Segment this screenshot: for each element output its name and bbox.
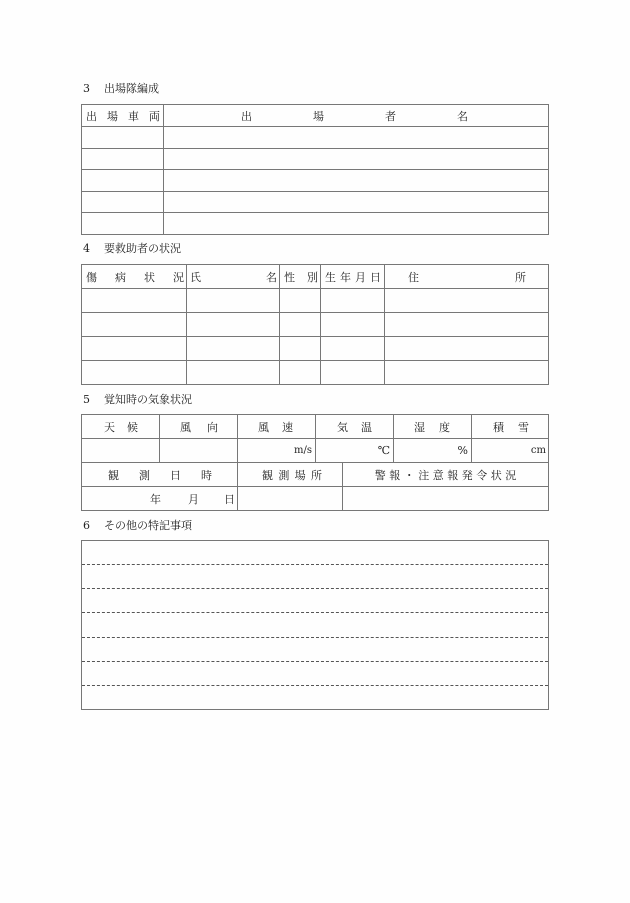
header-char: 氏 <box>190 270 201 284</box>
address-field-1[interactable] <box>385 289 548 312</box>
header-char: 病 <box>115 270 126 284</box>
header-date-of-birth <box>325 265 381 288</box>
header-char: 観 <box>108 468 119 482</box>
section-number: 6 <box>83 519 90 532</box>
humidity-field[interactable] <box>394 439 468 462</box>
dob-field-4[interactable] <box>321 361 384 384</box>
header-char: 両 <box>149 109 160 123</box>
header-char: 名 <box>457 109 468 123</box>
header-char: 積 <box>493 420 504 434</box>
dispatch-team-table <box>81 104 549 235</box>
header-char: 日 <box>170 468 181 482</box>
header-char: 傷 <box>86 270 97 284</box>
name-field-4[interactable] <box>187 361 279 384</box>
wind-speed-field[interactable] <box>238 439 312 462</box>
header-char: 住 <box>408 270 419 284</box>
ruled-line <box>82 588 548 589</box>
header-char: 候 <box>127 420 138 434</box>
header-char: 月 <box>355 270 366 284</box>
address-field-4[interactable] <box>385 361 548 384</box>
header-char: 湿 <box>414 420 425 434</box>
header-char: 風 <box>258 420 269 434</box>
personnel-field-2[interactable] <box>164 149 548 169</box>
ruled-line <box>82 612 548 613</box>
section-title: 覚知時の気象状況 <box>104 393 192 406</box>
section-number: 3 <box>83 82 90 95</box>
unit-label: m/s <box>294 445 312 456</box>
temperature-field[interactable] <box>316 439 390 462</box>
header-char: 別 <box>307 270 318 284</box>
personnel-field-4[interactable] <box>164 192 548 212</box>
weather-conditions-table <box>81 414 549 511</box>
header-char: 温 <box>361 420 372 434</box>
header-humidity <box>414 415 450 438</box>
ruled-line <box>82 637 548 638</box>
year-label: 年 <box>150 492 161 506</box>
header-wind-speed <box>258 415 293 438</box>
header-char: 場 <box>313 109 324 123</box>
sex-field-4[interactable] <box>280 361 320 384</box>
header-char: 速 <box>282 420 293 434</box>
header-snowfall <box>493 415 529 438</box>
header-observation-place <box>262 463 322 486</box>
unit-label: cm <box>530 445 546 456</box>
vehicle-field-3[interactable] <box>82 170 163 191</box>
injury-field-1[interactable] <box>82 289 186 312</box>
injury-field-2[interactable] <box>82 313 186 336</box>
header-char: 状 <box>144 270 155 284</box>
personnel-field-3[interactable] <box>164 170 548 191</box>
warnings-status-field[interactable] <box>343 487 548 510</box>
header-char: 場 <box>107 109 118 123</box>
header-char: 名 <box>266 270 277 284</box>
header-temperature <box>337 415 372 438</box>
header-text: 警 報 ・ 注 意 報 発 令 状 況 <box>374 468 517 482</box>
dob-field-2[interactable] <box>321 313 384 336</box>
unit-label: % <box>457 444 468 457</box>
observation-place-field[interactable] <box>238 487 342 510</box>
header-char: 度 <box>439 420 450 434</box>
header-char: 車 <box>128 109 139 123</box>
day-label: 日 <box>224 492 235 506</box>
wind-direction-field[interactable] <box>160 439 237 462</box>
header-char: 測 <box>278 468 290 482</box>
header-char: 測 <box>139 468 150 482</box>
header-char: 所 <box>310 468 322 482</box>
injury-field-3[interactable] <box>82 337 186 360</box>
weather-field[interactable] <box>82 439 159 462</box>
sex-field-1[interactable] <box>280 289 320 312</box>
section-title: 出場隊編成 <box>104 82 159 95</box>
address-field-2[interactable] <box>385 313 548 336</box>
header-char: 時 <box>201 468 212 482</box>
header-char: 場 <box>294 468 306 482</box>
ruled-line <box>82 685 548 686</box>
header-char: 生 <box>325 270 336 284</box>
unit-label: ℃ <box>377 444 390 457</box>
section-title: その他の特記事項 <box>104 519 192 532</box>
header-char: 性 <box>284 270 295 284</box>
header-wind-direction <box>180 415 218 438</box>
name-field-1[interactable] <box>187 289 279 312</box>
header-char: 出 <box>86 109 97 123</box>
personnel-field-1[interactable] <box>164 127 548 148</box>
header-char: 出 <box>241 109 252 123</box>
header-warnings-status <box>343 463 548 486</box>
header-dispatch-vehicle <box>86 105 160 126</box>
name-field-3[interactable] <box>187 337 279 360</box>
month-label: 月 <box>188 492 199 506</box>
header-char: 年 <box>340 270 351 284</box>
special-notes-box[interactable] <box>81 540 549 710</box>
header-char: 日 <box>370 270 381 284</box>
section-4-heading <box>83 242 181 256</box>
dob-field-3[interactable] <box>321 337 384 360</box>
sex-field-3[interactable] <box>280 337 320 360</box>
header-char: 所 <box>515 270 526 284</box>
section-3-heading <box>83 82 159 96</box>
name-field-2[interactable] <box>187 313 279 336</box>
section-title: 要救助者の状況 <box>104 242 181 255</box>
header-char: 風 <box>180 420 191 434</box>
header-dispatch-personnel <box>241 105 468 126</box>
address-field-3[interactable] <box>385 337 548 360</box>
rescue-subjects-table <box>81 264 549 385</box>
header-char: 天 <box>104 420 115 434</box>
section-6-heading <box>83 519 192 533</box>
header-char: 者 <box>385 109 396 123</box>
personnel-field-5[interactable] <box>164 213 548 234</box>
section-number: 4 <box>83 242 90 255</box>
sex-field-2[interactable] <box>280 313 320 336</box>
vehicle-field-5[interactable] <box>82 213 163 234</box>
observation-date-field[interactable] <box>82 487 237 510</box>
ruled-line <box>82 564 548 565</box>
header-char: 雪 <box>518 420 529 434</box>
vehicle-field-4[interactable] <box>82 192 163 212</box>
header-name <box>190 265 277 288</box>
vehicle-field-2[interactable] <box>82 149 163 169</box>
header-weather <box>104 415 138 438</box>
header-char: 気 <box>337 420 348 434</box>
section-5-heading <box>83 393 192 407</box>
header-char: 況 <box>173 270 184 284</box>
section-number: 5 <box>83 393 90 406</box>
header-sex <box>284 265 318 288</box>
header-observation-datetime <box>108 463 212 486</box>
injury-field-4[interactable] <box>82 361 186 384</box>
dob-field-1[interactable] <box>321 289 384 312</box>
header-injury-status <box>86 265 184 288</box>
header-char: 向 <box>207 420 218 434</box>
header-address <box>408 265 526 288</box>
header-char: 観 <box>262 468 273 482</box>
ruled-line <box>82 661 548 662</box>
vehicle-field-1[interactable] <box>82 127 163 148</box>
snowfall-field[interactable] <box>472 439 546 462</box>
